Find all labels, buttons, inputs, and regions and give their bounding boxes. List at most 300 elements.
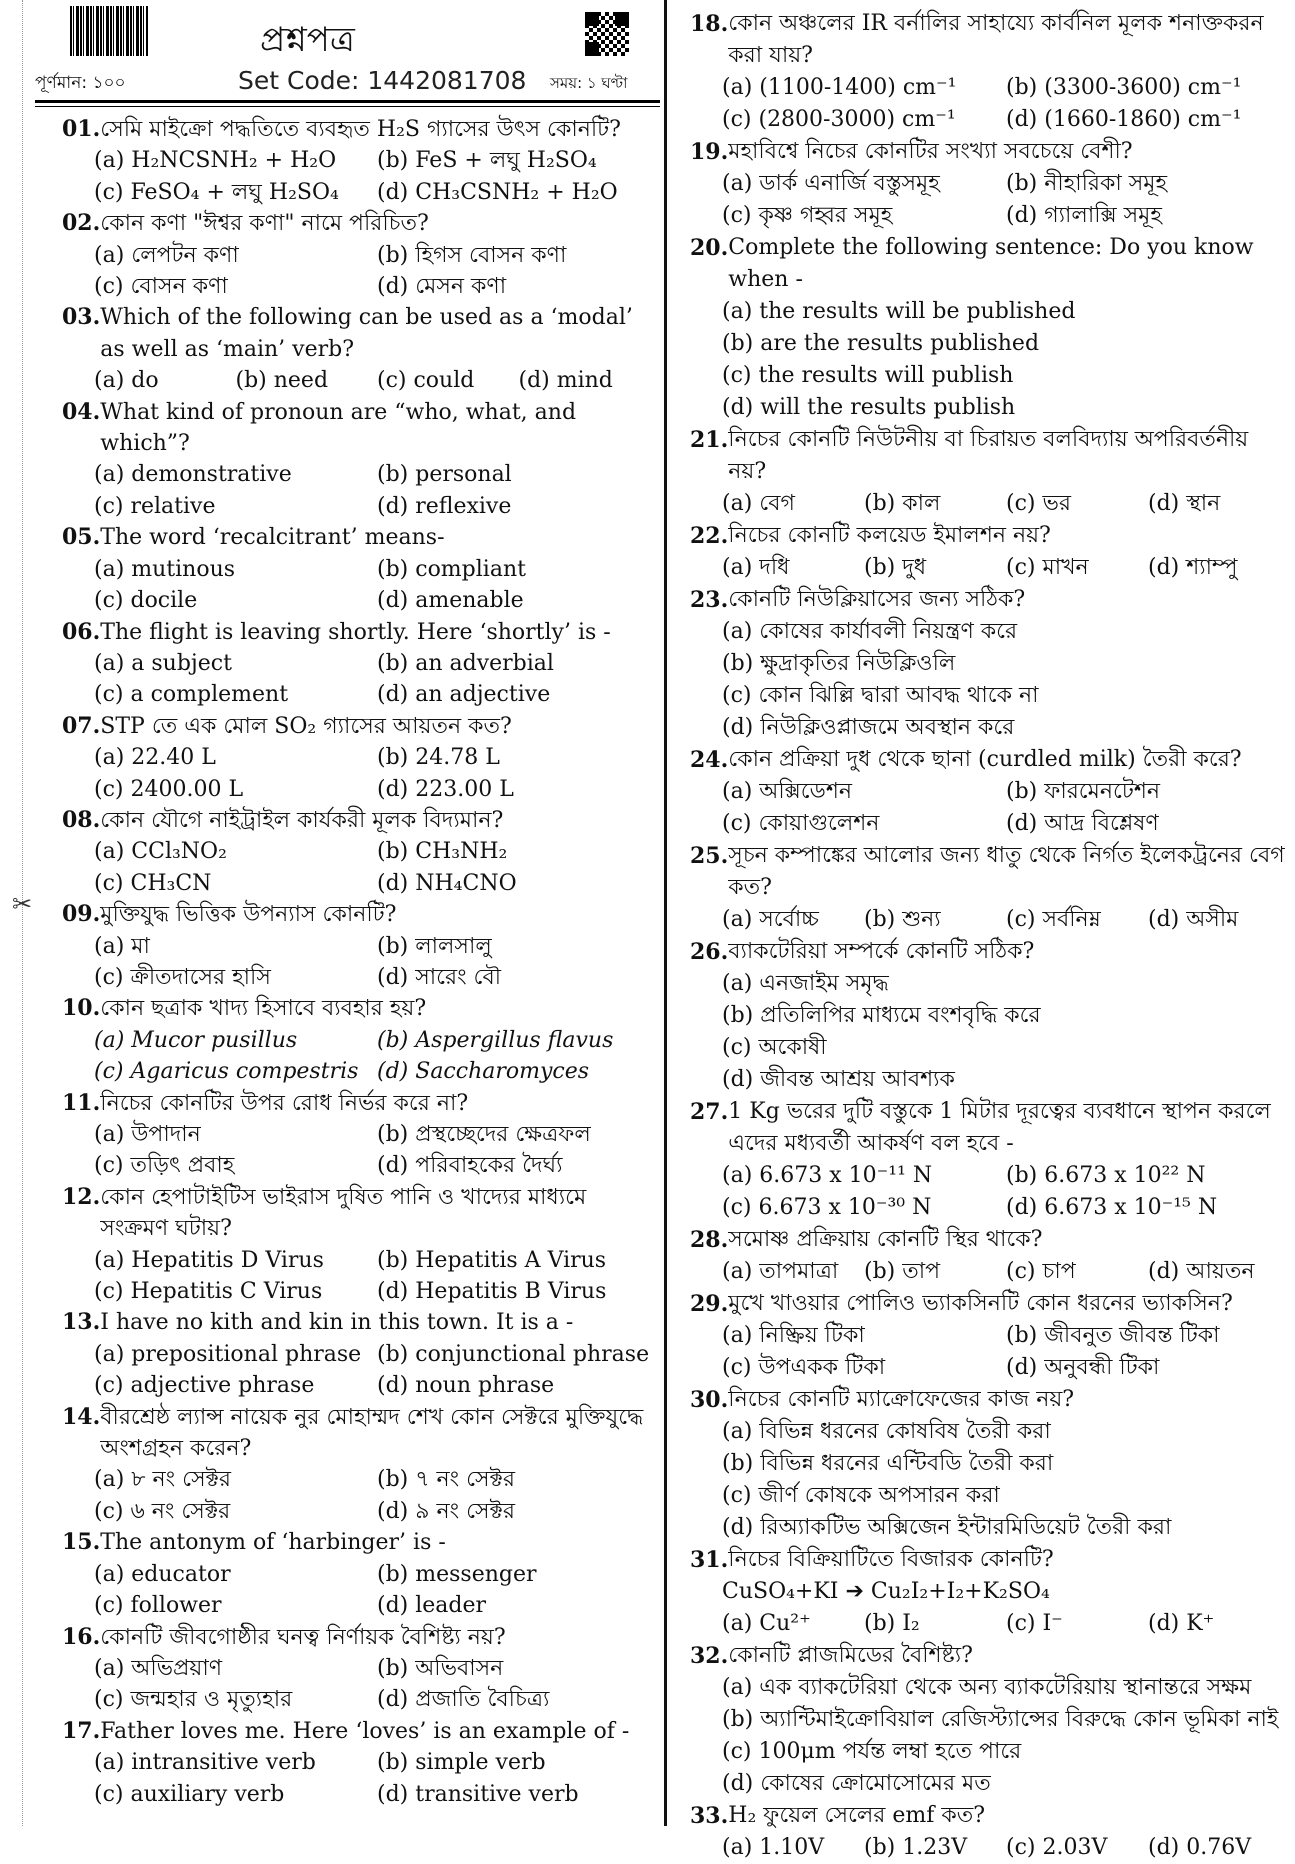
question-number: 32.	[690, 1643, 729, 1669]
question-25	[690, 840, 1290, 936]
option-d: (d) আয়তন	[1148, 1259, 1255, 1284]
question-header	[690, 520, 1290, 552]
option-d: (d) পরিবাহকের দৈর্ঘ্য	[377, 1153, 563, 1179]
options-list	[62, 1119, 660, 1182]
question-number: 02.	[62, 210, 101, 237]
question-header	[690, 136, 1290, 168]
option-d: (d) অনুবন্ধী টিকা	[1006, 1355, 1160, 1380]
full-marks: পূর্ণমান: ১০০	[35, 73, 126, 93]
option-d: (d) মেসন কণা	[377, 274, 507, 300]
option-d: (d) নিউক্লিওপ্লাজমে অবস্থান করে	[722, 715, 1015, 740]
option-d: (d) reflexive	[377, 493, 512, 519]
option-b: (b) ৭ নং সেক্টর	[377, 1467, 515, 1493]
option-d: (d) Saccharomyces	[377, 1059, 590, 1085]
question-header	[62, 805, 660, 836]
question-13	[62, 1307, 660, 1401]
option-b: (b) 24.78 L	[377, 745, 500, 771]
question-23	[690, 584, 1290, 744]
option-c: (c) follower	[94, 1593, 222, 1619]
question-text: মুখে খাওয়ার পোলিও ভ্যাকসিনটি কোন ধরনের ভ্যাকসিন?	[728, 1291, 1233, 1316]
option-a: (a) সর্বোচ্চ	[722, 907, 819, 932]
option-c: (c) 2.03V	[1006, 1835, 1108, 1860]
option-d: (d) স্থান	[1148, 491, 1221, 516]
options-list	[62, 1653, 660, 1716]
options-list	[62, 459, 660, 522]
left-column	[62, 114, 660, 1810]
options-list	[690, 168, 1290, 232]
option-a: (a) educator	[94, 1561, 231, 1587]
question-text: নিচের কোনটি ম্যাক্রোফেজের কাজ নয়?	[728, 1387, 1075, 1412]
question-text: ব্যাকটেরিয়া সম্পর্কে কোনটি সঠিক?	[728, 939, 1035, 964]
option-d: (d) noun phrase	[377, 1373, 555, 1399]
question-text: Which of the following can be used as a ‘modal’ as well as ‘main’ verb?	[100, 305, 633, 362]
question-header	[62, 1402, 660, 1465]
option-d: (d) Hepatitis B Virus	[377, 1279, 607, 1305]
question-text: নিচের বিক্রিয়াটিতে বিজারক কোনটি?	[728, 1547, 1054, 1572]
option-d: (d) প্রজাতি বৈচিত্র্য	[377, 1687, 550, 1713]
option-d: (d) কোষের ক্রোমোসোমের মত	[722, 1771, 991, 1796]
option-d: (d) mind	[518, 368, 613, 394]
option-a: (a) এক ব্যাকটেরিয়া থেকে অন্য ব্যাকটেরিয়ায় স্থানান্তরে সক্ষম	[722, 1675, 1252, 1700]
option-c: (c) could	[377, 368, 475, 394]
question-text: The antonym of ‘harbinger’ is -	[100, 1530, 446, 1556]
option-b: (b) জীবনুত জীবন্ত টিকা	[1006, 1323, 1220, 1348]
option-d: (d) CH₃CSNH₂ + H₂O	[377, 179, 618, 205]
option-b: (b) কাল	[864, 491, 941, 516]
option-c: (c) সর্বনিম্ন	[1006, 907, 1101, 932]
option-c: (c) 6.673 x 10⁻³⁰ N	[722, 1195, 932, 1220]
options-list	[62, 1464, 660, 1527]
question-number: 16.	[62, 1623, 101, 1650]
question-number: 12.	[62, 1183, 101, 1210]
option-a: (a) বেগ	[722, 491, 795, 516]
option-a: (a) a subject	[94, 650, 232, 676]
option-b: (b) compliant	[377, 556, 526, 582]
question-17	[62, 1716, 660, 1810]
option-a: (a) 1.10V	[722, 1835, 825, 1860]
option-b: (b) লালসালু	[377, 933, 492, 959]
question-number: 01.	[62, 116, 101, 142]
option-b: (b) অ্যান্টিমাইক্রোবিয়াল রেজিস্ট্যান্সের বিরুদ্ধে কোন ভূমিকা নাই	[722, 1707, 1279, 1732]
option-c: (c) I⁻	[1006, 1611, 1063, 1636]
scissors-icon: ✂	[12, 890, 33, 918]
question-number: 06.	[62, 618, 101, 645]
option-d: (d) amenable	[377, 588, 524, 614]
option-a: (a) ৮ নং সেক্টর	[94, 1467, 231, 1493]
option-a: (a) Cu²⁺	[722, 1611, 811, 1636]
question-number: 20.	[690, 235, 729, 261]
option-a: (a) do	[94, 368, 159, 394]
set-code: Set Code: 1442081708	[238, 66, 527, 95]
option-d: (d) রিঅ্যাকটিভ অক্সিজেন ইন্টারমিডিয়েট তৈরী করা	[722, 1515, 1172, 1540]
question-number: 04.	[62, 398, 101, 425]
question-text: কোন যৌগে নাইট্রাইল কার্যকরী মূলক বিদ্যমান?	[100, 807, 504, 833]
question-22	[690, 520, 1290, 584]
question-14	[62, 1402, 660, 1528]
question-number: 19.	[690, 139, 729, 165]
option-d: (d) NH₄CNO	[377, 870, 517, 896]
question-number: 11.	[62, 1089, 101, 1116]
option-d: (d) an adjective	[377, 682, 551, 708]
option-b: (b) নীহারিকা সমূহ	[1006, 171, 1168, 196]
question-29	[690, 1288, 1290, 1384]
option-c: (c) জন্মহার ও মৃত্যুহার	[94, 1687, 293, 1713]
option-a: (a) prepositional phrase	[94, 1341, 362, 1367]
option-c: (c) Hepatitis C Virus	[94, 1279, 323, 1305]
options-list	[62, 1245, 660, 1308]
question-text: কোন হেপাটাইটিস ভাইরাস দুষিত পানি ও খাদ্যের মাধ্যমে সংক্রমণ ঘটায়?	[100, 1184, 587, 1242]
option-a: (a) 6.673 x 10⁻¹¹ N	[722, 1163, 933, 1188]
option-b: (b) Hepatitis A Virus	[377, 1247, 607, 1273]
option-a: (a) তাপমাত্রা	[722, 1259, 839, 1284]
question-header	[690, 1640, 1290, 1672]
option-c: (c) the results will publish	[722, 363, 1014, 388]
question-text: H₂ ফুয়েল সেলের emf কত?	[728, 1803, 986, 1828]
question-15	[62, 1527, 660, 1621]
question-number: 18.	[690, 11, 729, 37]
question-26	[690, 936, 1290, 1096]
options-list	[62, 1025, 660, 1088]
option-c: (c) (2800-3000) cm⁻¹	[722, 107, 956, 132]
option-b: (b) conjunctional phrase	[377, 1341, 650, 1367]
option-c: (c) 2400.00 L	[94, 776, 244, 802]
question-header	[690, 1224, 1290, 1256]
option-d: (d) অসীম	[1148, 907, 1239, 932]
options-list	[690, 1608, 1290, 1640]
question-02	[62, 208, 660, 302]
question-number: 21.	[690, 427, 729, 453]
option-c: (c) মাখন	[1006, 555, 1089, 580]
option-b: (b) তাপ	[864, 1259, 941, 1284]
option-d: (d) (1660-1860) cm⁻¹	[1006, 107, 1242, 132]
options-list	[690, 904, 1290, 936]
option-c: (c) FeSO₄ + লঘু H₂SO₄	[94, 179, 339, 205]
option-a: (a) উপাদান	[94, 1122, 201, 1147]
question-header	[62, 1088, 660, 1119]
options-list	[62, 554, 660, 617]
question-number: 15.	[62, 1529, 101, 1556]
option-a: (a) বিভিন্ন ধরনের কোষবিষ তৈরী করা	[722, 1419, 1051, 1444]
options-list	[690, 1832, 1290, 1864]
option-a: (a) কোষের কার্যাবলী নিয়ন্ত্রণ করে	[722, 619, 1018, 644]
question-header	[690, 1544, 1290, 1576]
question-header	[690, 1384, 1290, 1416]
question-text: STP তে এক মোল SO₂ গ্যাসের আয়তন কত?	[100, 713, 512, 739]
question-07	[62, 711, 660, 805]
option-a: (a) 22.40 L	[94, 745, 216, 771]
question-text: What kind of pronoun are “who, what, and which”?	[100, 399, 577, 457]
question-text: সমোষ্ণ প্রক্রিয়ায় কোনটি স্থির থাকে?	[728, 1227, 1043, 1252]
option-d: (d) গ্যালাক্সি সমূহ	[1006, 203, 1162, 228]
question-21	[690, 424, 1290, 520]
question-text: নিচের কোনটি কলয়েড ইমালশন নয়?	[728, 523, 1051, 548]
option-a: (a) দধি	[722, 555, 790, 580]
question-header	[62, 711, 660, 742]
question-number: 33.	[690, 1803, 729, 1829]
option-a: (a) (1100-1400) cm⁻¹	[722, 75, 957, 100]
options-list	[62, 1747, 660, 1810]
options-list	[690, 776, 1290, 840]
option-a: (a) এনজাইম সমৃদ্ধ	[722, 971, 889, 996]
question-number: 26.	[690, 939, 729, 965]
question-number: 13.	[62, 1309, 101, 1336]
question-number: 27.	[690, 1099, 729, 1125]
question-09	[62, 899, 660, 993]
question-text: কোনটি জীবগোষ্ঠীর ঘনত্ব নির্ণায়ক বৈশিষ্ট্য নয়?	[100, 1624, 506, 1650]
question-header	[62, 617, 660, 648]
question-03	[62, 302, 660, 396]
option-d: (d) transitive verb	[377, 1781, 579, 1807]
column-divider	[664, 0, 667, 1826]
option-a: (a) মা	[94, 933, 150, 959]
question-number: 29.	[690, 1291, 729, 1317]
options-list	[690, 488, 1290, 520]
options-list	[62, 648, 660, 711]
question-10	[62, 993, 660, 1087]
option-b: (b) CH₃NH₂	[377, 839, 508, 865]
question-number: 28.	[690, 1227, 729, 1253]
question-31	[690, 1544, 1290, 1640]
question-number: 30.	[690, 1387, 729, 1413]
question-16	[62, 1622, 660, 1716]
option-d: (d) 223.00 L	[377, 776, 514, 802]
question-text: কোনটি প্লাজমিডের বৈশিষ্ট্য?	[728, 1643, 973, 1668]
question-header	[690, 936, 1290, 968]
question-text: Complete the following sentence: Do you know when -	[728, 235, 1254, 292]
question-20	[690, 232, 1290, 424]
option-c: (c) কোয়াগুলেশন	[722, 811, 880, 836]
question-text: The flight is leaving shortly. Here ‘shortly’ is -	[100, 619, 611, 645]
question-header	[62, 1716, 660, 1747]
qr-code	[585, 12, 629, 56]
question-24	[690, 744, 1290, 840]
question-header	[62, 1527, 660, 1558]
option-d: (d) জীবন্ত আশ্রয় আবশ্যক	[722, 1067, 955, 1092]
question-text: সূচন কম্পাঙ্কের আলোর জন্য ধাতু থেকে নির্গত ইলেকট্রনের বেগ কত?	[728, 843, 1285, 900]
question-number: 22.	[690, 523, 729, 549]
option-a: (a) অভিপ্রয়াণ	[94, 1655, 223, 1681]
chemical-equation: CuSO₄+KI ➔ Cu₂I₂+I₂+K₂SO₄	[722, 1579, 1050, 1604]
option-d: (d) 6.673 x 10⁻¹⁵ N	[1006, 1195, 1218, 1220]
option-b: (b) শুন্য	[864, 907, 941, 932]
question-text: সেমি মাইক্রো পদ্ধতিতে ব্যবহৃত H₂S গ্যাসের উৎস কোনটি?	[100, 117, 621, 142]
question-header	[690, 744, 1290, 776]
question-text: কোন কণা "ঈশ্বর কণা" নামে পরিচিত?	[100, 211, 429, 237]
question-11	[62, 1088, 660, 1182]
option-c: (c) a complement	[94, 682, 289, 708]
options-list	[62, 145, 660, 208]
options-list	[62, 931, 660, 994]
option-d: (d) leader	[377, 1593, 487, 1619]
question-header	[62, 302, 660, 365]
question-number: 10.	[62, 995, 101, 1022]
option-c: (c) উপএকক টিকা	[722, 1355, 886, 1380]
options-list	[690, 296, 1290, 424]
option-b: (b) (3300-3600) cm⁻¹	[1006, 75, 1242, 100]
option-c: (c) docile	[94, 588, 198, 614]
question-text: কোনটি নিউক্লিয়াসের জন্য সঠিক?	[728, 587, 1026, 612]
options-list	[690, 968, 1290, 1096]
question-12	[62, 1182, 660, 1308]
option-b: (b) প্রতিলিপির মাধ্যমে বংশবৃদ্ধি করে	[722, 1003, 1041, 1028]
option-d: (d) ৯ নং সেক্টর	[377, 1498, 515, 1524]
option-b: (b) হিগস বোসন কণা	[377, 242, 567, 268]
options-list	[690, 552, 1290, 584]
option-b: (b) simple verb	[377, 1750, 546, 1776]
page-title: প্রশ্নপত্র	[260, 20, 355, 60]
question-05	[62, 522, 660, 616]
question-header	[690, 232, 1290, 296]
question-01	[62, 114, 660, 208]
options-list	[62, 742, 660, 805]
question-number: 09.	[62, 901, 101, 928]
option-d: (d) 0.76V	[1148, 1835, 1252, 1860]
question-header	[690, 584, 1290, 616]
option-d: (d) will the results publish	[722, 395, 1016, 420]
question-number: 07.	[62, 712, 101, 739]
question-number: 17.	[62, 1717, 101, 1744]
question-text: Father loves me. Here ‘loves’ is an example of -	[100, 1718, 630, 1744]
option-c: (c) ভর	[1006, 491, 1071, 516]
question-number: 24.	[690, 747, 729, 773]
option-b: (b) প্রস্থচ্ছেদের ক্ষেত্রফল	[377, 1122, 591, 1147]
question-number: 14.	[62, 1403, 101, 1430]
option-d: (d) শ্যাম্পু	[1148, 555, 1238, 580]
option-c: (c) 100μm পর্যন্ত লম্বা হতে পারে	[722, 1739, 1022, 1764]
barcode	[70, 6, 148, 56]
options-list	[690, 72, 1290, 136]
question-number: 03.	[62, 304, 101, 331]
option-c: (c) CH₃CN	[94, 870, 212, 896]
question-32	[690, 1640, 1290, 1800]
question-text: মুক্তিযুদ্ধ ভিত্তিক উপন্যাস কোনটি?	[100, 902, 397, 928]
option-c: (c) adjective phrase	[94, 1373, 315, 1399]
option-a: (a) ডার্ক এনার্জি বস্তুসমূহ	[722, 171, 940, 196]
right-column	[690, 8, 1290, 1864]
question-header	[62, 1182, 660, 1245]
question-header	[62, 208, 660, 239]
option-c: (c) অকোষী	[722, 1035, 827, 1060]
question-18	[690, 8, 1290, 136]
header-rule	[35, 100, 660, 107]
options-list	[690, 1416, 1290, 1544]
question-27	[690, 1096, 1290, 1224]
option-a: (a) mutinous	[94, 556, 236, 582]
options-list	[690, 1160, 1290, 1224]
option-c: (c) কৃষ্ণ গহ্বর সমূহ	[722, 203, 893, 228]
option-d: (d) সারেং বৌ	[377, 964, 502, 990]
options-list	[62, 1339, 660, 1402]
question-header	[62, 1622, 660, 1653]
option-c: (c) তড়িৎ প্রবাহ	[94, 1153, 235, 1179]
question-header	[690, 424, 1290, 488]
option-b: (b) Aspergillus flavus	[377, 1027, 614, 1053]
option-c: (c) কোন ঝিল্লি দ্বারা আবদ্ধ থাকে না	[722, 683, 1039, 708]
options-list	[690, 1672, 1290, 1800]
option-a: (a) demonstrative	[94, 462, 292, 488]
option-b: (b) messenger	[377, 1561, 537, 1587]
question-number: 31.	[690, 1547, 729, 1573]
question-33	[690, 1800, 1290, 1864]
options-list	[62, 1559, 660, 1622]
option-b: (b) 1.23V	[864, 1835, 968, 1860]
option-a: (a) intransitive verb	[94, 1750, 316, 1776]
question-text: কোন প্রক্রিয়া দুধ থেকে ছানা (curdled milk) তৈরী করে?	[728, 747, 1242, 772]
options-list	[62, 836, 660, 899]
question-header	[62, 993, 660, 1024]
options-list	[62, 240, 660, 303]
option-c: (c) চাপ	[1006, 1259, 1076, 1284]
question-text: 1 Kg ভরের দুটি বস্তুকে 1 মিটার দূরত্বের ব্যবধানে স্থাপন করলে এদের মধ্যবর্তী আকর্ষণ বল হবে -	[728, 1099, 1271, 1156]
option-b: (b) বিভিন্ন ধরনের এন্টিবডি তৈরী করা	[722, 1451, 1054, 1476]
question-text: নিচের কোনটির উপর রোধ নির্ভর করে না?	[100, 1090, 469, 1116]
option-a: (a) নিষ্ক্রিয় টিকা	[722, 1323, 865, 1348]
option-b: (b) personal	[377, 462, 512, 488]
option-a: (a) অক্সিডেশন	[722, 779, 852, 804]
exam-time: সময়: ১ ঘণ্টা	[550, 74, 628, 92]
option-d: (d) আদ্র বিশ্লেষণ	[1006, 811, 1159, 836]
question-header	[62, 522, 660, 553]
question-08	[62, 805, 660, 899]
option-a: (a) the results will be published	[722, 299, 1076, 324]
question-header	[690, 1800, 1290, 1832]
option-a: (a) Hepatitis D Virus	[94, 1247, 324, 1273]
question-header	[690, 8, 1290, 72]
option-c: (c) জীর্ণ কোষকে অপসারন করা	[722, 1483, 1000, 1508]
question-number: 25.	[690, 843, 729, 869]
question-text: কোন ছত্রাক খাদ্য হিসাবে ব্যবহার হয়?	[100, 996, 427, 1022]
option-a: (a) H₂NCSNH₂ + H₂O	[94, 148, 337, 174]
question-30	[690, 1384, 1290, 1544]
options-list	[62, 365, 660, 396]
option-c: (c) auxiliary verb	[94, 1781, 285, 1807]
question-header	[690, 1288, 1290, 1320]
options-list	[690, 616, 1290, 744]
question-number: 23.	[690, 587, 729, 613]
option-a: (a) লেপটন কণা	[94, 242, 239, 268]
question-text: বীরশ্রেষ্ঠ ল্যান্স নায়েক নুর মোহাম্মদ শেখ কোন সেক্টরে মুক্তিযুদ্ধে অংশগ্রহন করেন?	[100, 1404, 644, 1462]
option-d: (d) K⁺	[1148, 1611, 1215, 1636]
option-a: (a) Mucor pusillus	[94, 1027, 298, 1053]
options-list	[690, 1320, 1290, 1384]
option-b: (b) 6.673 x 10²² N	[1006, 1163, 1206, 1188]
question-text: I have no kith and kin in this town. It is a -	[100, 1310, 574, 1336]
option-b: (b) অভিবাসন	[377, 1655, 504, 1681]
question-28	[690, 1224, 1290, 1288]
option-c: (c) বোসন কণা	[94, 274, 228, 300]
question-header	[62, 397, 660, 460]
question-19	[690, 136, 1290, 232]
question-number: 05.	[62, 524, 101, 551]
option-b: (b) ক্ষুদ্রাকৃতির নিউক্লিওলি	[722, 651, 956, 676]
question-header	[62, 899, 660, 930]
option-c: (c) Agaricus compestris	[94, 1059, 359, 1085]
question-text: The word ‘recalcitrant’ means-	[100, 525, 445, 551]
option-a: (a) CCl₃NO₂	[94, 839, 227, 865]
question-text: মহাবিশ্বে নিচের কোনটির সংখ্যা সবচেয়ে বেশী?	[728, 139, 1133, 164]
option-b: (b) দুধ	[864, 555, 927, 580]
question-06	[62, 617, 660, 711]
option-c: (c) ৬ নং সেক্টর	[94, 1498, 231, 1524]
question-header	[690, 840, 1290, 904]
options-list	[690, 1256, 1290, 1288]
question-text: কোন অঞ্চলের IR বর্নালির সাহায্যে কার্বনিল মূলক শনাক্তকরন করা যায়?	[728, 11, 1264, 68]
option-c: (c) relative	[94, 493, 216, 519]
question-header	[62, 114, 660, 145]
question-number: 08.	[62, 806, 101, 833]
option-b: (b) an adverbial	[377, 650, 554, 676]
question-header	[62, 1307, 660, 1338]
